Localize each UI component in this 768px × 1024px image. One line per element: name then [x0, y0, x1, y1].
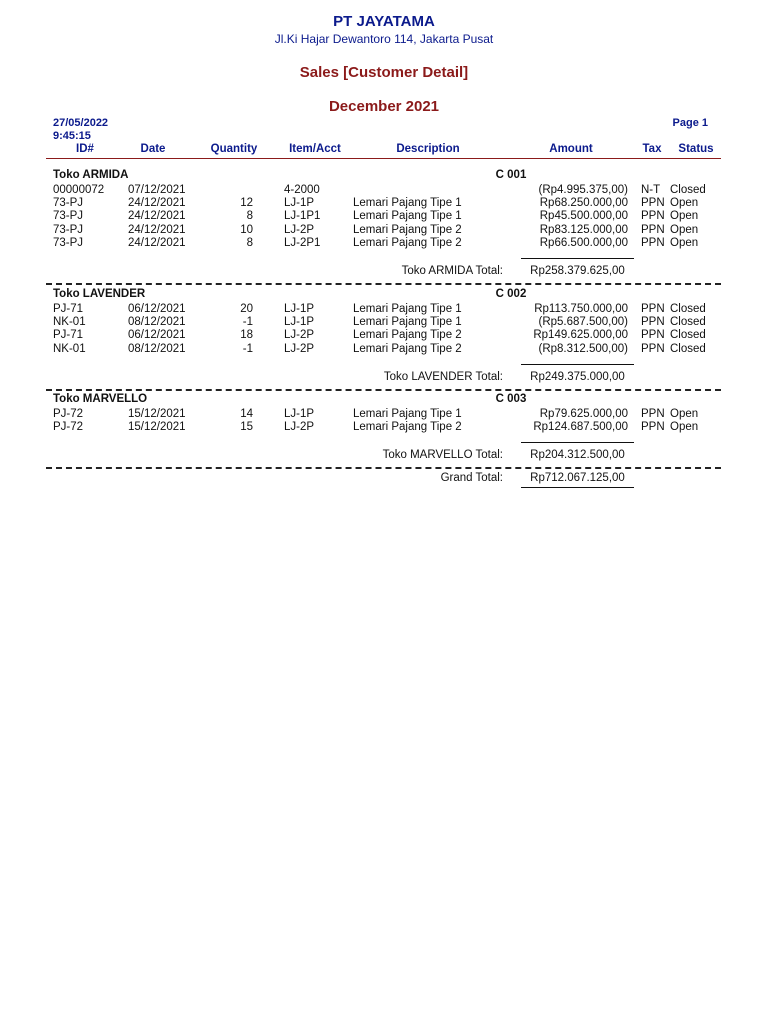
subtotal-rule: [521, 442, 634, 443]
cell-date: 08/12/2021: [128, 316, 186, 329]
cell-tax: PPN: [641, 236, 665, 249]
cell-qty: 18: [240, 329, 253, 342]
print-date: 27/05/2022: [53, 117, 109, 129]
header-divider: [46, 158, 721, 159]
cell-item: LJ-1P: [284, 303, 315, 315]
cell-qty: [205, 183, 253, 197]
cell-amount: Rp45.500.000,00: [539, 210, 628, 223]
cell-date: 08/12/2021: [128, 342, 186, 355]
report-title: Sales [Customer Detail]: [299, 64, 469, 81]
cell-qty: 8: [246, 210, 253, 223]
cell-status: Closed: [670, 342, 706, 355]
cell-status: Closed: [670, 329, 706, 342]
cell-tax: PPN: [641, 329, 665, 342]
cell-item: 4-2000: [284, 184, 320, 196]
cell-id: 73-PJ: [53, 197, 84, 210]
grand-total-value: Rp712.067.125,00: [530, 472, 625, 484]
cell-item: LJ-2P: [284, 421, 315, 434]
cell-qty: 8: [246, 236, 253, 249]
cell-qty: 15: [240, 421, 253, 434]
cell-tax: PPN: [641, 210, 665, 223]
cell-tax: PPN: [641, 303, 665, 315]
cell-qty: 12: [240, 197, 253, 210]
cell-status: Open: [670, 223, 699, 236]
customer-code: C 001: [495, 169, 527, 181]
cell-item: LJ-2P: [284, 342, 315, 355]
cell-id: 73-PJ: [53, 223, 84, 236]
cell-id: 73-PJ: [53, 236, 84, 249]
cell-date: 24/12/2021: [128, 236, 186, 249]
col-header-quantity: Quantity: [210, 143, 258, 155]
cell-date: 24/12/2021: [128, 223, 186, 236]
cell-id: 73-PJ: [53, 210, 84, 223]
subtotal-label: Toko LAVENDER Total:: [383, 370, 503, 383]
cell-item: LJ-2P: [284, 223, 315, 236]
cell-date: 06/12/2021: [128, 329, 186, 342]
cell-status: Open: [670, 210, 699, 223]
cell-amount: Rp149.625.000,00: [533, 329, 628, 342]
cell-amount: Rp79.625.000,00: [539, 408, 628, 420]
cell-status: Closed: [670, 184, 706, 196]
cell-status: Open: [670, 236, 699, 249]
cell-qty: -1: [242, 316, 253, 329]
cell-tax: PPN: [641, 421, 665, 434]
col-header-status: Status: [678, 143, 714, 155]
cell-qty: 10: [240, 223, 253, 236]
cell-desc: Lemari Pajang Tipe 2: [353, 329, 462, 342]
cell-qty: 14: [240, 408, 253, 420]
grand-total-underline: [521, 487, 634, 488]
grand-total-label: Grand Total:: [440, 472, 503, 484]
cell-tax: PPN: [641, 342, 665, 355]
subtotal-rule: [521, 364, 634, 365]
cell-desc: Lemari Pajang Tipe 1: [353, 316, 462, 329]
group-separator: [46, 467, 721, 469]
cell-desc: Lemari Pajang Tipe 2: [353, 223, 462, 236]
cell-id: PJ-71: [53, 329, 84, 342]
cell-id: PJ-71: [53, 303, 84, 315]
customer-code: C 002: [495, 288, 527, 300]
cell-date: 06/12/2021: [128, 303, 186, 315]
cell-item: LJ-2P1: [284, 236, 321, 249]
subtotal-value: Rp258.379.625,00: [530, 264, 625, 277]
cell-item: LJ-1P: [284, 197, 315, 210]
subtotal-value: Rp204.312.500,00: [530, 449, 625, 462]
cell-status: Open: [670, 197, 699, 210]
cell-date: 24/12/2021: [128, 210, 186, 223]
print-time: 9:45:15: [53, 130, 91, 142]
cell-desc: Lemari Pajang Tipe 1: [353, 408, 462, 420]
cell-date: 07/12/2021: [128, 184, 186, 196]
cell-desc: Lemari Pajang Tipe 1: [353, 303, 462, 315]
cell-desc: Lemari Pajang Tipe 2: [353, 342, 462, 355]
cell-id: NK-01: [53, 316, 86, 329]
customer-name: Toko ARMIDA: [53, 169, 129, 181]
cell-date: 15/12/2021: [128, 408, 186, 420]
cell-amount: (Rp8.312.500,00): [538, 342, 628, 355]
company-name: PT JAYATAMA: [333, 13, 435, 30]
report-period: December 2021: [328, 98, 440, 115]
cell-amount: Rp68.250.000,00: [539, 197, 628, 210]
cell-qty: 20: [240, 303, 253, 315]
subtotal-label: Toko MARVELLO Total:: [382, 449, 503, 462]
cell-status: Closed: [670, 303, 706, 315]
cell-desc: Lemari Pajang Tipe 2: [353, 236, 462, 249]
cell-amount: Rp113.750.000,00: [534, 303, 628, 315]
subtotal-value: Rp249.375.000,00: [530, 370, 625, 383]
cell-amount: Rp124.687.500,00: [533, 421, 628, 434]
cell-tax: PPN: [641, 316, 665, 329]
cell-desc: Lemari Pajang Tipe 2: [353, 421, 462, 434]
cell-id: PJ-72: [53, 421, 84, 434]
cell-status: Closed: [670, 316, 706, 329]
cell-qty: -1: [242, 342, 253, 355]
page-number: Page 1: [672, 117, 708, 129]
cell-date: 24/12/2021: [128, 197, 186, 210]
cell-amount: (Rp5.687.500,00): [538, 316, 628, 329]
cell-tax: PPN: [641, 408, 665, 420]
cell-item: LJ-2P: [284, 329, 315, 342]
cell-desc: Lemari Pajang Tipe 1: [353, 210, 462, 223]
col-header-tax: Tax: [642, 143, 662, 155]
cell-desc: [353, 183, 503, 197]
cell-item: LJ-1P1: [284, 210, 321, 223]
cell-id: 00000072: [53, 184, 105, 196]
col-header-id: ID#: [76, 143, 94, 155]
cell-desc: Lemari Pajang Tipe 1: [353, 197, 462, 210]
company-address: Jl.Ki Hajar Dewantoro 114, Jakarta Pusat: [274, 32, 494, 46]
customer-code: C 003: [495, 393, 527, 405]
col-header-item: Item/Acct: [289, 143, 341, 155]
col-header-amount: Amount: [549, 143, 593, 155]
cell-item: LJ-1P: [284, 316, 315, 329]
cell-id: NK-01: [53, 342, 86, 355]
cell-tax: PPN: [641, 197, 665, 210]
col-header-description: Description: [396, 143, 460, 155]
customer-name: Toko MARVELLO: [53, 393, 148, 405]
group-separator: [46, 283, 721, 285]
cell-status: Open: [670, 421, 699, 434]
customer-name: Toko LAVENDER: [53, 288, 146, 300]
cell-tax: N-T: [641, 184, 661, 196]
cell-amount: Rp66.500.000,00: [539, 236, 628, 249]
col-header-date: Date: [140, 143, 166, 155]
cell-tax: PPN: [641, 223, 665, 236]
cell-amount: (Rp4.995.375,00): [538, 184, 628, 196]
cell-id: PJ-72: [53, 408, 84, 420]
cell-item: LJ-1P: [284, 408, 315, 420]
cell-amount: Rp83.125.000,00: [539, 223, 628, 236]
cell-date: 15/12/2021: [128, 421, 186, 434]
group-separator: [46, 389, 721, 391]
subtotal-label: Toko ARMIDA Total:: [401, 264, 503, 277]
subtotal-rule: [521, 258, 634, 259]
cell-status: Open: [670, 408, 699, 420]
